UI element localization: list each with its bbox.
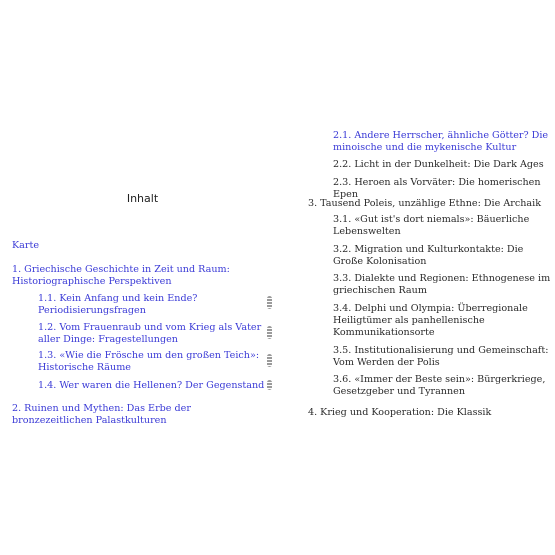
toc-link-section-2-2[interactable] xyxy=(333,159,555,171)
toc-entry-number: 2.1. xyxy=(333,130,352,141)
toc-entry-title: Kein Anfang und kein Ende? Periodisierungsfragen xyxy=(38,293,198,316)
toc-entry-number: 3.3. xyxy=(333,273,352,284)
toc-entry-number: 3.2. xyxy=(333,244,352,255)
toc-entry-title: «Immer der Beste sein»: Bürgerkriege, Gesetzgeber und Tyrannen xyxy=(333,374,546,397)
toc-link-chapter-4[interactable] xyxy=(308,407,555,419)
toc-entry-number: 1.2. xyxy=(38,322,57,333)
toc-entry-title: Andere Herrscher, ähnliche Götter? Die minoische und die mykenische Kultur xyxy=(333,130,549,153)
toc-right-page xyxy=(296,0,555,555)
toc-entry-number: 3.4. xyxy=(333,303,352,314)
toc-entry-title: Ruinen und Mythen: Das Erbe der bronzezeitlichen Palastkulturen xyxy=(12,403,191,426)
toc-entry-title: Tausend Poleis, unzählige Ethne: Die Archaik xyxy=(320,198,542,209)
toc-entry-title: Licht in der Dunkelheit: Die Dark Ages xyxy=(354,159,544,170)
toc-link-section-3-5[interactable] xyxy=(333,345,555,369)
toc-link-karte[interactable] xyxy=(12,240,272,252)
toc-entry-number: 2.2. xyxy=(333,159,352,170)
scroll-marker-icon xyxy=(267,326,272,339)
toc-entry-number: 1.4. xyxy=(38,380,57,391)
toc-entry-number: 3. xyxy=(308,198,318,209)
toc-entry-title: Wer waren die Hellenen? Der Gegenstand xyxy=(59,380,265,391)
toc-entry-number: 2.3. xyxy=(333,177,352,188)
toc-entry-title: Dialekte und Regionen: Ethnogenese im griechischen Raum xyxy=(333,273,551,296)
toc-entry-title: Heroen als Vorväter: Die homerischen Epen xyxy=(333,177,541,200)
toc-entry-title: Institutionalisierung und Gemeinschaft: Vom Werden der Polis xyxy=(333,345,549,368)
toc-link-section-1-4[interactable] xyxy=(38,380,266,392)
toc-entry-title: «Gut ist's dort niemals»: Bäuerliche Lebenswelten xyxy=(333,214,530,237)
toc-link-section-3-3[interactable] xyxy=(333,273,555,297)
toc-heading: Inhalt xyxy=(126,192,159,205)
toc-link-chapter-1[interactable] xyxy=(12,264,272,288)
toc-entry-number: 2. xyxy=(12,403,22,414)
toc-link-section-3-1[interactable] xyxy=(333,214,555,238)
scroll-marker-icon xyxy=(267,380,272,390)
toc-entry-title: Griechische Geschichte in Zeit und Raum: Historiographische Perspektiven xyxy=(12,264,230,287)
toc-link-section-1-1[interactable] xyxy=(38,293,266,317)
toc-entry-title: Krieg und Kooperation: Die Klassik xyxy=(320,407,492,418)
toc-link-section-3-4[interactable] xyxy=(333,303,555,339)
toc-entry-title: Karte xyxy=(12,240,40,251)
toc-entry-number: 3.6. xyxy=(333,374,352,385)
toc-link-section-3-6[interactable] xyxy=(333,374,555,398)
toc-entry-title: «Wie die Frösche um den großen Teich»: Historische Räume xyxy=(38,350,260,373)
toc-entry-number: 3.1. xyxy=(333,214,352,225)
toc-entry-number: 1.3. xyxy=(38,350,57,361)
toc-link-chapter-3[interactable] xyxy=(308,198,555,210)
toc-entry-number: 1. xyxy=(12,264,22,275)
scroll-marker-icon xyxy=(267,354,272,367)
toc-link-chapter-2[interactable] xyxy=(12,403,272,427)
toc-entry-title: Delphi und Olympia: Überregionale Heiligtümer als panhellenische Kommunikationsorte xyxy=(333,303,528,338)
toc-link-section-1-2[interactable] xyxy=(38,322,270,346)
toc-link-section-3-2[interactable] xyxy=(333,244,555,268)
toc-entry-number: 3.5. xyxy=(333,345,352,356)
toc-entry-number: 1.1. xyxy=(38,293,57,304)
toc-link-section-1-3[interactable] xyxy=(38,350,266,374)
toc-entry-title: Vom Frauenraub und vom Krieg als Vater aller Dinge: Fragestellungen xyxy=(38,322,262,345)
toc-entry-number: 4. xyxy=(308,407,318,418)
toc-entry-title: Migration und Kulturkontakte: Die Große Kolonisation xyxy=(333,244,524,267)
scroll-marker-icon xyxy=(267,296,272,309)
toc-link-section-2-1[interactable] xyxy=(333,130,555,154)
